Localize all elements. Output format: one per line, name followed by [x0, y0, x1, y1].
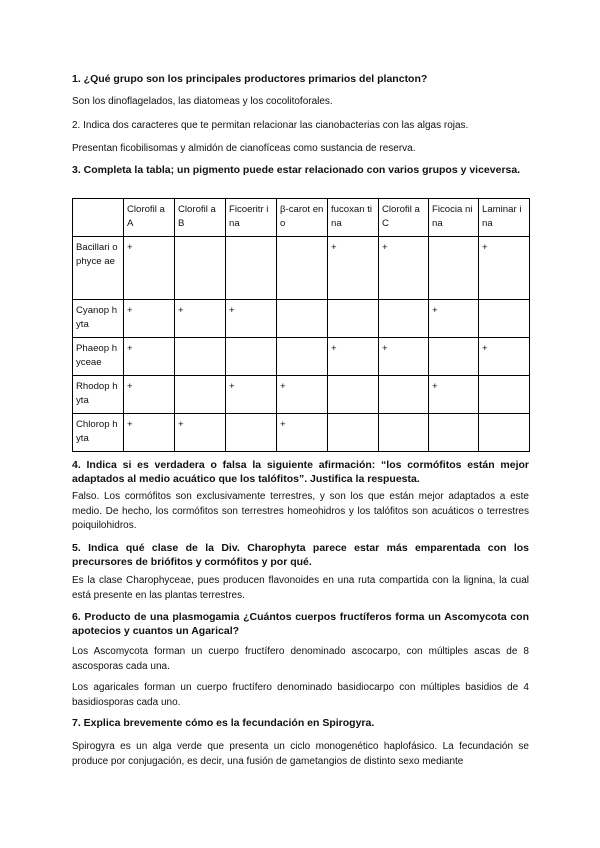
table-cell: [379, 376, 429, 414]
question-4-title: 4. Indica si es verdadera o falsa la siguiente afirmación: “los cormófitos están mejor adaptados al medio acuático que los talófitos”. Justifica la respuesta.: [72, 459, 529, 485]
table-cell: Phaeop hyceae: [73, 338, 124, 376]
pigment-table: [72, 198, 530, 452]
table-header-cell: Ficoeritr ina: [226, 199, 277, 237]
table-cell: +: [379, 237, 429, 300]
table-cell: +: [124, 376, 175, 414]
table-cell: +: [175, 414, 226, 452]
table-cell: [328, 376, 379, 414]
table-header-cell: Clorofil a B: [175, 199, 226, 237]
table-cell: [379, 414, 429, 452]
table-row: [73, 376, 530, 414]
table-row: [73, 300, 530, 338]
table-cell: [429, 237, 479, 300]
table-cell: [277, 300, 328, 338]
table-cell: Bacillari ophyce ae: [73, 237, 124, 300]
table-cell: Rhodop hyta: [73, 376, 124, 414]
table-cell: [479, 414, 530, 452]
table-cell: +: [379, 338, 429, 376]
table-cell: [328, 414, 379, 452]
question-6-title: 6. Producto de una plasmogamia ¿Cuántos cuerpos fructíferos forma un Ascomycota con apotecios y cuantos un Agarical?: [72, 611, 529, 637]
table-cell: Chlorop hyta: [73, 414, 124, 452]
question-1-title: 1. ¿Qué grupo son los principales productores primarios del plancton?: [72, 73, 428, 85]
table-cell: [175, 237, 226, 300]
question-2-title: 2. Indica dos caracteres que te permitan relacionar las cianobacterias con las algas rojas.: [72, 120, 469, 131]
table-header-cell: fucoxan tina: [328, 199, 379, 237]
table-cell: +: [175, 300, 226, 338]
table-cell: Cyanop hyta: [73, 300, 124, 338]
table-cell: +: [124, 414, 175, 452]
table-cell: +: [328, 237, 379, 300]
question-3-title: 3. Completa la tabla; un pigmento puede estar relacionado con varios grupos y viceversa.: [72, 164, 521, 176]
table-cell: [226, 237, 277, 300]
table-cell: [379, 300, 429, 338]
table-header-cell: Ficocia nina: [429, 199, 479, 237]
question-1-answer: Son los dinoflagelados, las diatomeas y los cocolitoforales.: [72, 96, 333, 107]
question-7-answer: Spirogyra es un alga verde que presenta un ciclo monogenético haplofásico. La fecundación se produce por conjugación, es decir, una fusión de gametangios de distinto sexo mediante: [72, 741, 529, 767]
table-row: [73, 338, 530, 376]
table-header-row: [73, 199, 530, 237]
table-cell: +: [429, 300, 479, 338]
table-header-cell: [73, 199, 124, 237]
table-cell: +: [124, 338, 175, 376]
question-2-answer: Presentan ficobilisomas y almidón de cianofíceas como sustancia de reserva.: [72, 143, 416, 154]
question-6-answer-agaricales: Los agaricales forman un cuerpo fructífero denominado basidiocarpo con múltiples basidios de 4 basidiosporas cada uno.: [72, 682, 529, 708]
table-cell: [479, 376, 530, 414]
table-cell: [226, 338, 277, 376]
table-cell: +: [226, 376, 277, 414]
table-cell: +: [277, 376, 328, 414]
table-cell: +: [479, 237, 530, 300]
table-cell: [479, 300, 530, 338]
table-cell: [328, 300, 379, 338]
table-cell: +: [328, 338, 379, 376]
question-5-title: 5. Indica qué clase de la Div. Charophyta parece estar más emparentada con los precursores de briófitos y cormófitos y por qué.: [72, 542, 529, 568]
question-4-answer: Falso. Los cormófitos son exclusivamente terrestres, y son los que están mejor adaptados a este medio. De hecho, los cormófitos son terrestres homeohidros y los talófitos son acuáticos o terrestres poiquilohidros.: [72, 491, 529, 531]
table-cell: [175, 338, 226, 376]
table-cell: +: [226, 300, 277, 338]
table-cell: [277, 338, 328, 376]
table-cell: [429, 414, 479, 452]
table-cell: [226, 414, 277, 452]
table-cell: +: [429, 376, 479, 414]
question-6-answer-ascomycota: Los Ascomycota forman un cuerpo fructífero denominado ascocarpo, con múltiples ascas de 8 ascosporas cada una.: [72, 646, 529, 672]
table-header-cell: Clorofil a A: [124, 199, 175, 237]
table-cell: [175, 376, 226, 414]
question-7-title: 7. Explica brevemente cómo es la fecundación en Spirogyra.: [72, 717, 375, 729]
table-cell: +: [277, 414, 328, 452]
table-cell: [277, 237, 328, 300]
table-cell: +: [124, 237, 175, 300]
table-header-cell: Clorofil a C: [379, 199, 429, 237]
table-row: [73, 237, 530, 300]
table-row: [73, 414, 530, 452]
table-header-cell: Laminar ina: [479, 199, 530, 237]
table-cell: +: [124, 300, 175, 338]
table-cell: [429, 338, 479, 376]
table-cell: +: [479, 338, 530, 376]
question-5-answer: Es la clase Charophyceae, pues producen flavonoides en una ruta compartida con la lignina, la cual está presente en las plantas terrestres.: [72, 575, 529, 601]
table-header-cell: β-carot eno: [277, 199, 328, 237]
